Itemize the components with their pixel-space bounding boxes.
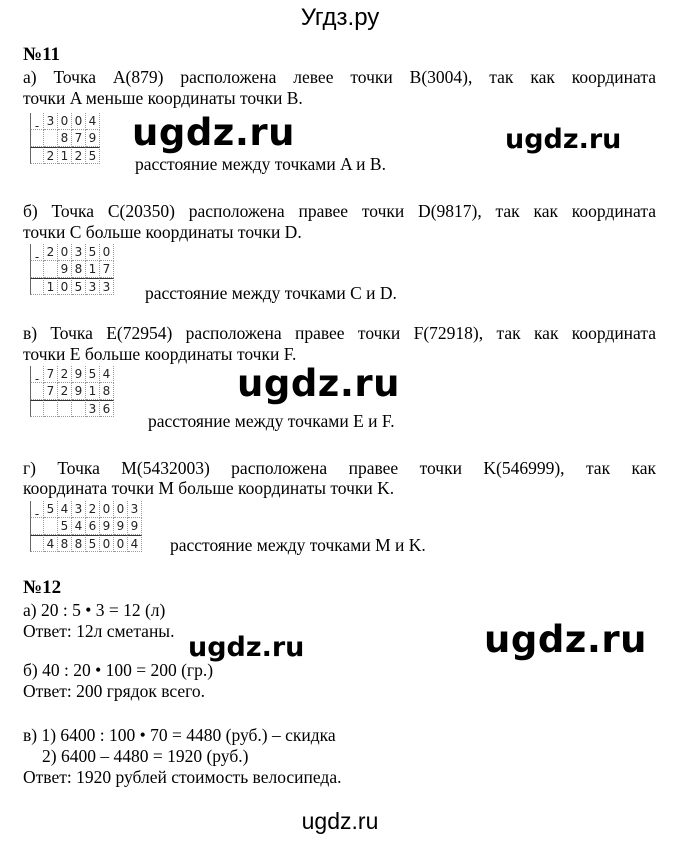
- minus-sign: [30, 383, 44, 400]
- digit-cell: 5: [86, 147, 100, 164]
- task-11g-line2: координата точки M больше координаты точки K.: [23, 478, 395, 498]
- watermark: ugdz.ru: [484, 618, 647, 661]
- digit-cell: 2: [86, 501, 100, 518]
- minus-sign: [30, 278, 44, 295]
- digit-cell: 3: [44, 113, 58, 130]
- task-12b-line1: б) 40 : 20 • 100 = 200 (гр.): [23, 660, 214, 680]
- digit-cell: [44, 400, 58, 417]
- digit-cell: [72, 400, 86, 417]
- task-12a-line1: а) 20 : 5 • 3 = 12 (л): [23, 600, 166, 620]
- task-11a-line2: точки A меньше координаты точки B.: [23, 88, 303, 108]
- minus-sign: -: [30, 366, 44, 383]
- digit-cell: 4: [44, 535, 58, 552]
- digit-cell: 1: [86, 261, 100, 278]
- task-11a-result: расстояние между точками A и B.: [135, 154, 386, 174]
- digit-cell: 8: [72, 535, 86, 552]
- digit-cell: 8: [72, 261, 86, 278]
- task-11-title: №11: [23, 44, 61, 65]
- digit-cell: 8: [58, 535, 72, 552]
- digit-cell: 3: [72, 244, 86, 261]
- task-12-title: №12: [23, 577, 62, 598]
- minus-sign: [30, 518, 44, 535]
- task-11v-line2: точки E больше координаты точки F.: [23, 344, 297, 364]
- digit-cell: 6: [86, 518, 100, 535]
- minus-sign: -: [30, 501, 44, 518]
- digit-cell: 3: [86, 400, 100, 417]
- digit-cell: 0: [100, 244, 114, 261]
- digit-cell: 3: [128, 501, 142, 518]
- digit-cell: 5: [86, 535, 100, 552]
- digit-cell: 0: [100, 501, 114, 518]
- task-11g-line1: г) Точка M(5432003) расположена правее точки K(546999), так как: [23, 458, 656, 478]
- task-11g-result: расстояние между точками M и K.: [170, 535, 426, 555]
- digit-cell: 0: [58, 278, 72, 295]
- digit-cell: 9: [72, 383, 86, 400]
- digit-cell: 4: [100, 366, 114, 383]
- grid-row: [30, 501, 142, 521]
- subtraction-grid-a: [30, 113, 100, 164]
- digit-cell: 1: [58, 147, 72, 164]
- grid-row: [30, 130, 100, 147]
- digit-cell: 9: [72, 366, 86, 383]
- digit-cell: 9: [114, 518, 128, 535]
- task-11b-result: расстояние между точками C и D.: [145, 283, 397, 303]
- subtraction-grid-g: [30, 501, 142, 552]
- task-12v-line1: в) 1) 6400 : 100 • 70 = 4480 (руб.) – скидка: [23, 725, 336, 745]
- digit-cell: 0: [58, 113, 72, 130]
- digit-cell: 5: [72, 278, 86, 295]
- digit-cell: 2: [44, 147, 58, 164]
- digit-cell: [44, 130, 58, 147]
- task-12v-line2: 2) 6400 – 4480 = 1920 (руб.): [42, 746, 249, 766]
- digit-cell: 2: [58, 383, 72, 400]
- digit-cell: 9: [58, 261, 72, 278]
- digit-cell: 9: [128, 518, 142, 535]
- digit-cell: 1: [44, 278, 58, 295]
- digit-cell: 9: [86, 130, 100, 147]
- task-11b-line1: б) Точка C(20350) расположена правее точки D(9817), так как координата: [23, 201, 656, 221]
- digit-cell: 4: [58, 501, 72, 518]
- task-12a-line2: Ответ: 12л сметаны.: [23, 621, 175, 641]
- grid-row: [30, 366, 114, 386]
- digit-cell: 5: [44, 501, 58, 518]
- grid-result-row: [30, 535, 142, 552]
- watermark: ugdz.ru: [132, 111, 295, 154]
- digit-cell: 8: [58, 130, 72, 147]
- digit-cell: 0: [114, 535, 128, 552]
- digit-cell: 2: [58, 366, 72, 383]
- digit-cell: 6: [100, 400, 114, 417]
- digit-cell: 5: [58, 518, 72, 535]
- grid-row: [30, 383, 114, 400]
- minus-sign: [30, 400, 44, 417]
- grid-row: [30, 113, 100, 133]
- digit-cell: 9: [100, 518, 114, 535]
- grid-row: [30, 261, 114, 278]
- minus-sign: [30, 535, 44, 552]
- digit-cell: 0: [72, 113, 86, 130]
- digit-cell: 0: [58, 244, 72, 261]
- task-11a-line1: а) Точка A(879) расположена левее точки B(3004), так как координата: [23, 67, 656, 87]
- subtraction-grid-v: [30, 366, 114, 417]
- grid-row: [30, 244, 114, 264]
- minus-sign: [30, 147, 44, 164]
- minus-sign: [30, 261, 44, 278]
- task-12b-line2: Ответ: 200 грядок всего.: [23, 681, 206, 701]
- digit-cell: 8: [100, 383, 114, 400]
- digit-cell: 4: [86, 113, 100, 130]
- minus-sign: -: [30, 113, 44, 130]
- watermark: ugdz.ru: [505, 124, 622, 155]
- grid-result-row: [30, 278, 114, 295]
- minus-sign: [30, 130, 44, 147]
- digit-cell: 2: [44, 244, 58, 261]
- watermark: ugdz.ru: [301, 808, 379, 834]
- task-11v-result: расстояние между точками E и F.: [148, 411, 395, 431]
- digit-cell: 5: [86, 366, 100, 383]
- digit-cell: 7: [44, 366, 58, 383]
- minus-sign: -: [30, 244, 44, 261]
- digit-cell: 5: [86, 244, 100, 261]
- digit-cell: 0: [114, 501, 128, 518]
- digit-cell: 3: [72, 501, 86, 518]
- digit-cell: 7: [72, 130, 86, 147]
- grid-row: [30, 518, 142, 535]
- digit-cell: 3: [100, 278, 114, 295]
- digit-cell: 4: [72, 518, 86, 535]
- digit-cell: [58, 400, 72, 417]
- digit-cell: 3: [86, 278, 100, 295]
- site-title: Угдз.ру: [300, 4, 380, 31]
- watermark: ugdz.ru: [188, 632, 305, 663]
- digit-cell: 0: [100, 535, 114, 552]
- digit-cell: 7: [44, 383, 58, 400]
- task-11b-line2: точки C больше координаты точки D.: [23, 222, 302, 242]
- digit-cell: 7: [100, 261, 114, 278]
- task-11v-line1: в) Точка E(72954) расположена правее точки F(72918), так как координата: [23, 323, 656, 343]
- grid-result-row: [30, 400, 114, 417]
- subtraction-grid-b: [30, 244, 114, 295]
- digit-cell: [44, 261, 58, 278]
- grid-result-row: [30, 147, 100, 164]
- digit-cell: 4: [128, 535, 142, 552]
- digit-cell: 2: [72, 147, 86, 164]
- watermark: ugdz.ru: [237, 362, 400, 405]
- digit-cell: 1: [86, 383, 100, 400]
- task-12v-line3: Ответ: 1920 рублей стоимость велосипеда.: [23, 767, 342, 787]
- digit-cell: [44, 518, 58, 535]
